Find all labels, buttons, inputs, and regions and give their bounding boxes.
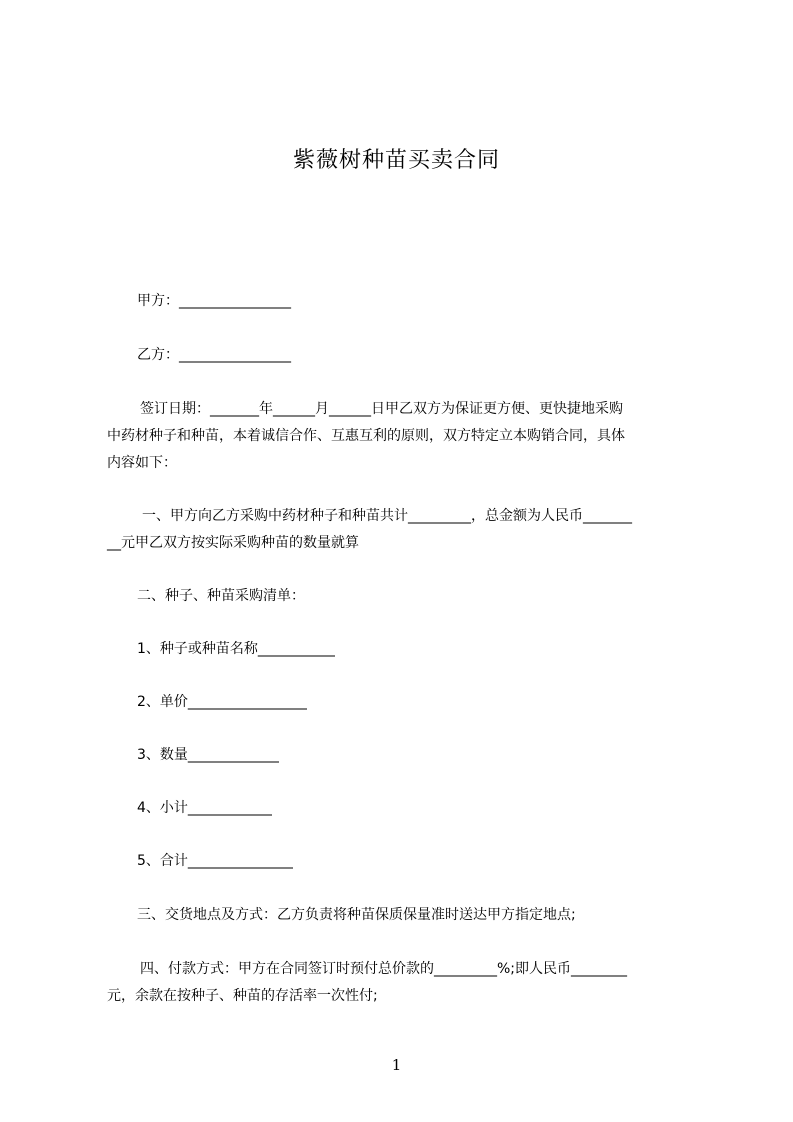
list-item-4: 4、小计____________ — [137, 800, 272, 816]
party-a-line: 甲方：________________ — [137, 293, 291, 309]
clause-4-line-2: 元，余款在按种子、种苗的存活率一次性付; — [107, 988, 378, 1004]
page-number: 1 — [391, 1056, 402, 1074]
sign-date-line-2: 中药材种子和种苗，本着诚信合作、互惠互利的原则，双方特定立本购销合同，具体 — [107, 428, 625, 444]
clause-3: 三、交货地点及方式：乙方负责将种苗保质保量准时送达甲方指定地点; — [137, 907, 576, 923]
list-item-2: 2、单价_________________ — [137, 694, 307, 710]
sign-date-line-3: 内容如下： — [107, 455, 177, 471]
contract-title: 紫薇树种苗买卖合同 — [292, 148, 500, 173]
clause-1-line-2: __元甲乙双方按实际采购种苗的数量就算 — [107, 535, 359, 551]
party-b-line: 乙方：________________ — [137, 347, 291, 363]
sign-date-line-1: 签订日期：_______年______月______日甲乙双方为保证更方便、更快捷地采购 — [140, 401, 623, 417]
clause-2-heading: 二、种子、种苗采购清单： — [137, 588, 305, 604]
list-item-5: 5、合计_______________ — [137, 853, 293, 869]
clause-4-line-1: 四、付款方式：甲方在合同签订时预付总价款的_________%;即人民币________ — [140, 961, 628, 977]
list-item-1: 1、种子或种苗名称___________ — [137, 641, 335, 657]
clause-1-line-1: 一、甲方向乙方采购中药材种子和种苗共计_________，总金额为人民币_______ — [142, 508, 632, 524]
list-item-3: 3、数量_____________ — [137, 747, 279, 763]
